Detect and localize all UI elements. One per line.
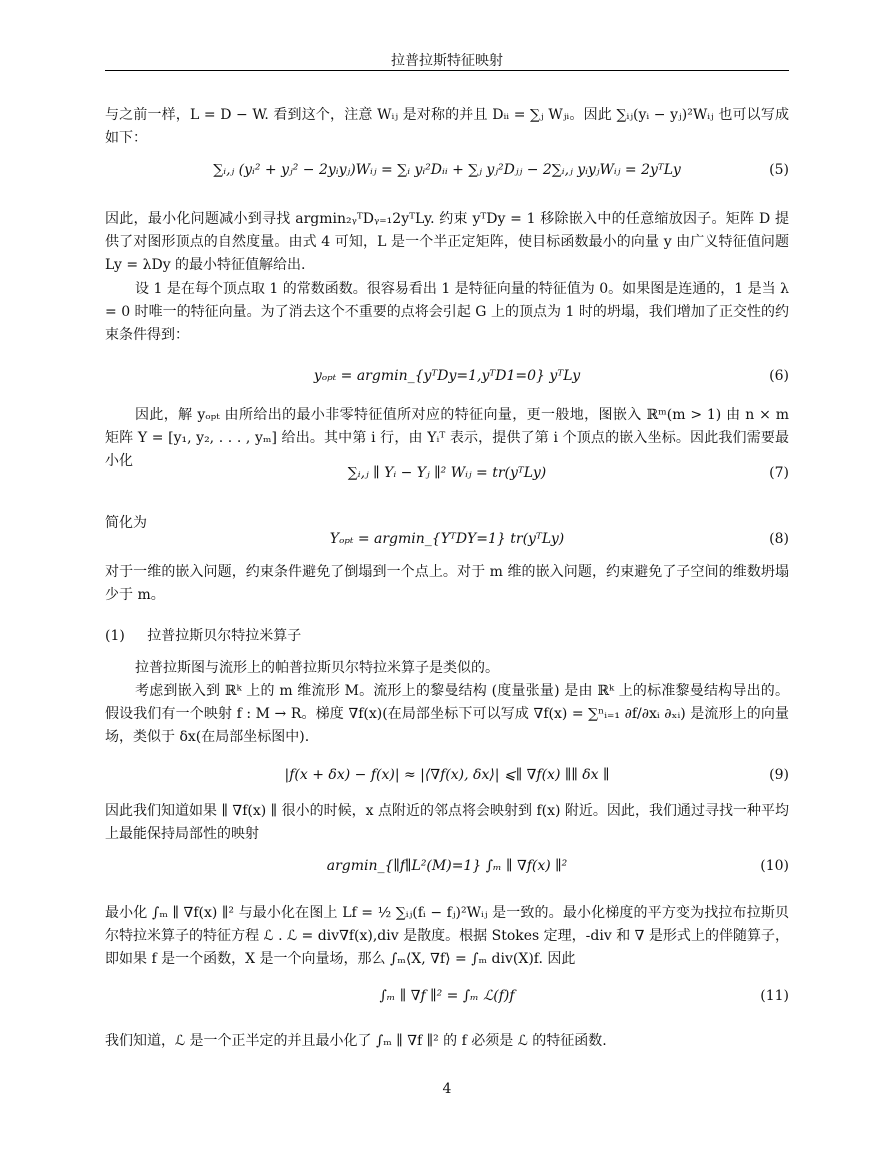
paragraph-3: 设 1 是在每个顶点取 1 的常数函数。很容易看出 1 是特征向量的特征值为 0。如果图是连通的，1 是当 λ = 0 时唯一的特征向量。为了消去这个不重要的点将会引起 G 上的顶点为 1 时的坍塌，我们增加了正交性的约束条件得到： xyxy=(105,281,789,343)
equation-10-expr: argmin_{∥f∥L²(M)=1} ∫ₘ ∥ ∇f(x) ∥² xyxy=(326,858,568,874)
paragraph-7: 拉普拉斯图与流形上的帕普拉斯贝尔特拉米算子是类似的。 xyxy=(135,660,499,676)
equation-7 xyxy=(105,465,789,491)
equation-11-expr: ∫ₘ ∥ ∇f ∥² = ∫ₘ ℒ(f)f xyxy=(379,988,515,1004)
equation-9-expr: |f(x + δx) − f(x)| ≈ |⟨∇f(x), δx⟩| ⩽∥ ∇f(x) ∥∥ δx ∥ xyxy=(284,767,610,783)
paragraph-1: 与之前一样，L = D − W. 看到这个，注意 Wᵢⱼ 是对称的并且 Dᵢᵢ = ∑ⱼ Wⱼᵢ。因此 ∑ᵢⱼ(yᵢ − yⱼ)²Wᵢⱼ 也可以写成如下： xyxy=(105,107,789,146)
equation-5-expr: ∑ᵢ,ⱼ (yᵢ² + yⱼ² − 2yᵢyⱼ)Wᵢⱼ = ∑ᵢ yᵢ²Dᵢᵢ + ∑ⱼ yⱼ²Dⱼⱼ − 2∑ᵢ,ⱼ yᵢyⱼWᵢⱼ = 2yᵀLy xyxy=(213,162,681,178)
paragraph-5: 简化为 xyxy=(105,515,147,531)
equation-9-number: (9) xyxy=(769,767,789,783)
section-heading xyxy=(105,625,301,645)
equation-10 xyxy=(105,858,789,884)
section-title: 拉普拉斯贝尔特拉米算子 xyxy=(147,628,302,644)
equation-8-number: (8) xyxy=(769,531,789,547)
equation-5-number: (5) xyxy=(769,162,789,178)
paragraph-4: 因此，解 yₒₚₜ 由所给出的最小非零特征值所对应的特征向量，更一般地，图嵌入 ℝᵐ(m > 1) 由 n × m 矩阵 Y = [y₁, y₂, . . . , yₘ] 给出。其中第 i 行，由 Yᵢᵀ 表示，提供了第 i 个顶点的嵌入坐标。因此我们需要最小化 xyxy=(105,407,789,469)
equation-10-number: (10) xyxy=(760,858,789,874)
equation-7-number: (7) xyxy=(769,465,789,481)
equation-6 xyxy=(105,368,789,394)
paragraph-8: 考虑到嵌入到 ℝᵏ 上的 m 维流形 M。流形上的黎曼结构 (度量张量) 是由 ℝᵏ 上的标准黎曼结构导出的。假设我们有一个映射 f : M → R。梯度 ∇f(x)(在局部坐标下可以写成 ∇f(x) = ∑ⁿᵢ₌₁ ∂f/∂xᵢ ∂ₓᵢ) 是流形上的向量场，类似于 δx(在局部坐标图中). xyxy=(105,683,789,745)
paragraph-2: 因此，最小化问题减小到寻找 argmin₂ᵧᵀDᵧ₌₁2yᵀLy. 约束 yᵀDy = 1 移除嵌入中的任意缩放因子。矩阵 D 提供了对图形顶点的自然度量。由式 4 可知，L 是一个半正定矩阵，使目标函数最小的向量 y 由广义特征值问题 Ly = λDy 的最小特征值解给出. xyxy=(105,211,789,273)
paragraph-10: 最小化 ∫ₘ ∥ ∇f(x) ∥² 与最小化在图上 Lf = ½ ∑ᵢⱼ(fᵢ − fⱼ)²Wᵢⱼ 是一致的。最小化梯度的平方变为找拉布拉斯贝尔特拉米算子的特征方程 ℒ . ℒ = div∇f(x),div 是散度。根据 Stokes 定理，-div 和 ∇ 是形式上的伴随算子，即如果 f 是一个函数，X 是一个向量场，那么 ∫ₘ⟨X, ∇f⟩ = ∫ₘ div(X)f. 因此 xyxy=(105,905,789,967)
paragraph-11: 我们知道，ℒ 是一个正半定的并且最小化了 ∫ₘ ∥ ∇f ∥² 的 f 必须是 ℒ 的特征函数. xyxy=(105,1033,607,1049)
equation-5 xyxy=(105,162,789,188)
section-number: (1) xyxy=(105,628,125,644)
header-rule xyxy=(105,70,789,71)
equation-6-expr: yₒₚₜ = argmin_{yᵀDy=1,yᵀD1=0} yᵀLy xyxy=(313,368,581,384)
equation-6-number: (6) xyxy=(769,368,789,384)
equation-11-number: (11) xyxy=(760,988,789,1004)
paragraph-6: 对于一维的嵌入问题，约束条件避免了倒塌到一个点上。对于 m 维的嵌入问题，约束避免了子空间的维数坍塌少于 m。 xyxy=(105,564,789,603)
equation-9 xyxy=(105,767,789,793)
equation-8-expr: Yₒₚₜ = argmin_{YᵀDY=1} tr(yᵀLy) xyxy=(329,531,565,547)
equation-8 xyxy=(105,531,789,557)
paragraph-9: 因此我们知道如果 ∥ ∇f(x) ∥ 很小的时候，x 点附近的邻点将会映射到 f(x) 附近。因此，我们通过寻找一种平均上最能保持局部性的映射 xyxy=(105,803,789,842)
page-number: 4 xyxy=(442,1081,452,1097)
equation-7-expr: ∑ᵢ,ⱼ ∥ Yᵢ − Yⱼ ∥² Wᵢⱼ = tr(yᵀLy) xyxy=(347,465,547,481)
equation-11 xyxy=(105,988,789,1014)
running-header: 拉普拉斯特征映射 xyxy=(391,53,503,69)
